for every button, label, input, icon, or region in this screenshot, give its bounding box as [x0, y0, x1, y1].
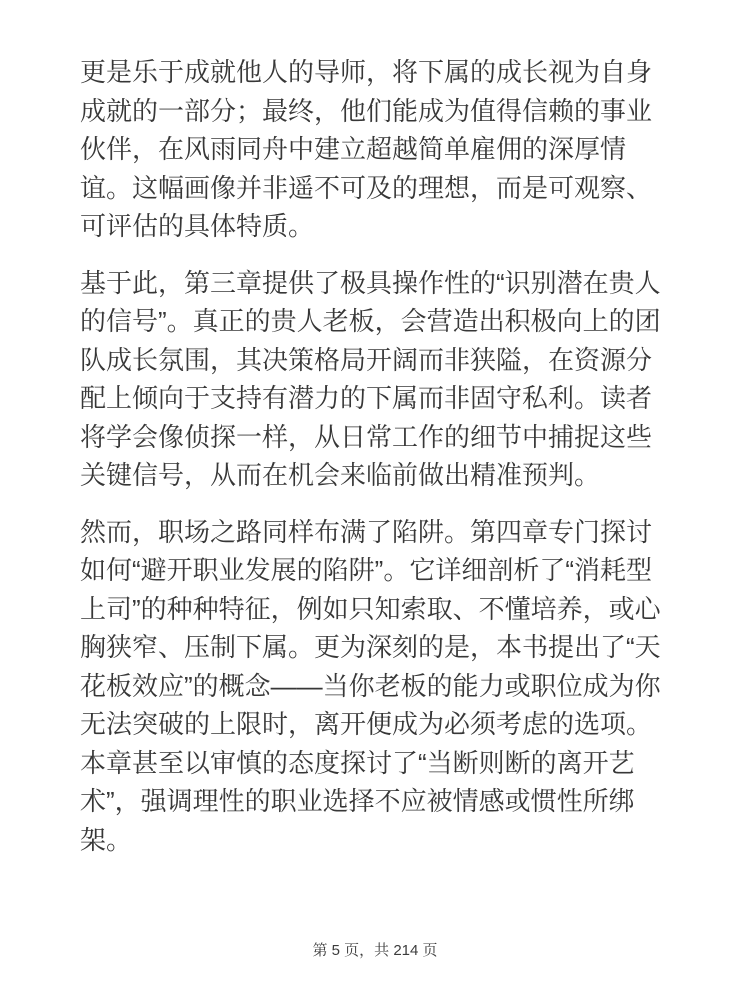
paragraph: 然而，职场之路同样布满了陷阱。第四章专门探讨如何“避开职业发展的陷阱”。它详细剖析了“消耗型上司”的种种特征，例如只知索取、不懂培养，或心胸狭窄、压制下属。更为深刻的是，本书提出了“天花板效应”的概念——当你老板的能力或职位成为你无法突破的上限时，离开便成为必须考虑的选项。本章甚至以审慎的态度探讨了“当断则断的离开艺术”，强调理性的职业选择不应被情感或惯性所绑架。 [80, 516, 661, 855]
page-number-indicator: 第 5 页，共 214 页 [312, 942, 438, 959]
paragraph: 更是乐于成就他人的导师，将下属的成长视为自身成就的一部分；最终，他们能成为值得信赖的事业伙伴，在风雨同舟中建立超越简单雇佣的深厚情谊。这幅画像并非遥不可及的理想，而是可观察、可评估的具体特质。 [80, 57, 653, 241]
paragraph: 基于此，第三章提供了极具操作性的“识别潜在贵人的信号”。真正的贵人老板，会营造出积极向上的团队成长氛围，其决策格局开阔而非狭隘，在资源分配上倾向于支持有潜力的下属而非固守私利。读者将学会像侦探一样，从日常工作的细节中捕捉这些关键信号，从而在机会来临前做出精准预判。 [80, 267, 661, 490]
